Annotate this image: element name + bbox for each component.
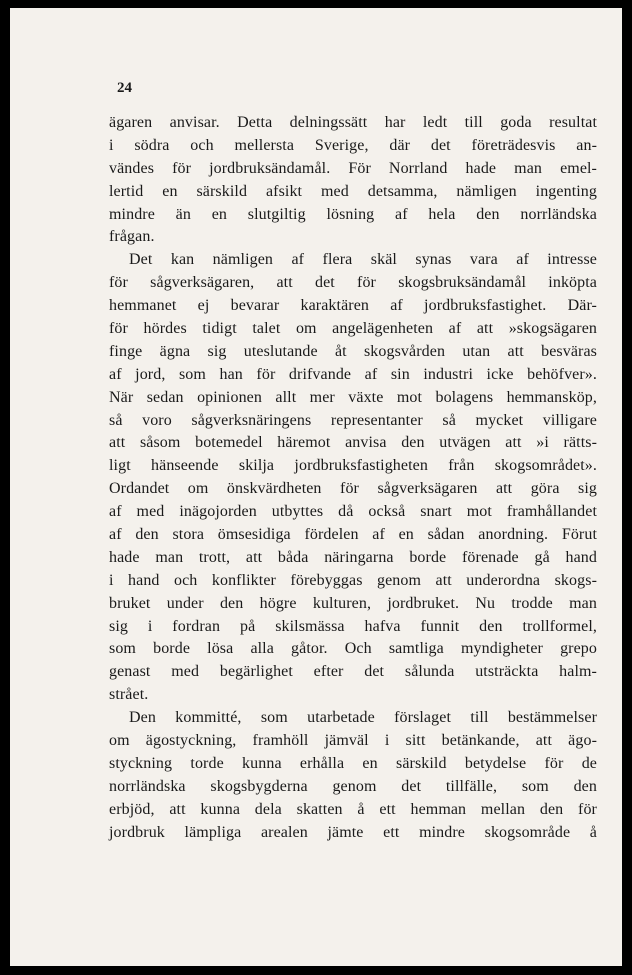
text-line: Det kan nämligen af flera skäl synas vara af intresse [129,251,597,269]
text-line: ägaren anvisar. Detta delningssätt har ledt till goda resultat [109,114,597,131]
text-line: strået. [109,686,149,704]
text-line: norrländska skogsbygderna genom det tillfälle, som den [109,777,597,795]
body-text [109,112,597,845]
text-line: af jord, som han för drifvande af sin industri icke behöfver». [109,365,597,383]
text-line: för hördes tidigt talet om angelägenheten af att »skogsägaren [109,320,597,338]
text-line: så voro sågverksnäringens representanter så mycket villigare [109,411,597,429]
text-line: hade man trott, att båda näringarna borde förenade gå hand [109,548,597,566]
text-line: att såsom botemedel häremot anvisa den utvägen att »i rätts- [109,434,597,452]
text-line: Ordandet om önskvärdheten för sågverksägaren att göra sig [109,480,597,498]
text-line: hemmanet ej bevarar karaktären af jordbruksfastighet. Där- [109,297,597,315]
text-line: mindre än en slutgiltig lösning af hela den norrländska [109,205,597,223]
text-line: om ägostyckning, framhöll jämväl i sitt betänkande, att ägo- [109,732,597,750]
text-line: ligt hänseende skilja jordbruksfastigheten från skogsområdet». [109,457,597,475]
text-line: När sedan opinionen allt mer växte mot bolagens hemmansköp, [109,388,597,406]
text-line: vändes för jordbruksändamål. För Norrland hade man emel- [109,159,597,177]
text-line: af den stora ömsesidiga fördelen af en sådan anordning. Förut [109,526,597,544]
text-line: i hand och konflikter förebyggas genom att underordna skogs- [109,571,597,589]
text-line: genast med begärlighet efter det sålunda utsträckta halm- [109,663,597,681]
text-line: lertid en särskild afsikt med detsamma, nämligen ingenting [109,182,597,200]
text-line: sig i fordran på skilsmässa hafva funnit den trollformel, [109,617,597,635]
text-line: bruket under den högre kulturen, jordbruket. Nu trodde man [109,594,597,612]
text-line: frågan. [109,228,155,246]
text-line: jordbruk lämpliga arealen jämte ett mindre skogsområde å [109,823,597,841]
text-line: som borde lösa alla gåtor. Och samtliga myndigheter grepo [109,640,597,658]
text-line: finge ägna sig uteslutande åt skogsvården utan att besväras [109,342,597,360]
text-line: för sågverksägaren, att det för skogsbruksändamål inköpta [109,274,597,292]
document-page [10,8,622,966]
text-line: af med inägojorden utbyttes då också snart mot framhållandet [109,503,597,521]
page-number: 24 [117,80,132,96]
text-line: i södra och mellersta Sverige, där det företrädesvis an- [109,136,597,154]
text-line: Den kommitté, som utarbetade förslaget till bestämmelser [129,709,597,727]
text-line: erbjöd, att kunna dela skatten å ett hemman mellan den för [109,800,597,818]
text-line: styckning torde kunna erhålla en särskild betydelse för de [109,754,597,772]
